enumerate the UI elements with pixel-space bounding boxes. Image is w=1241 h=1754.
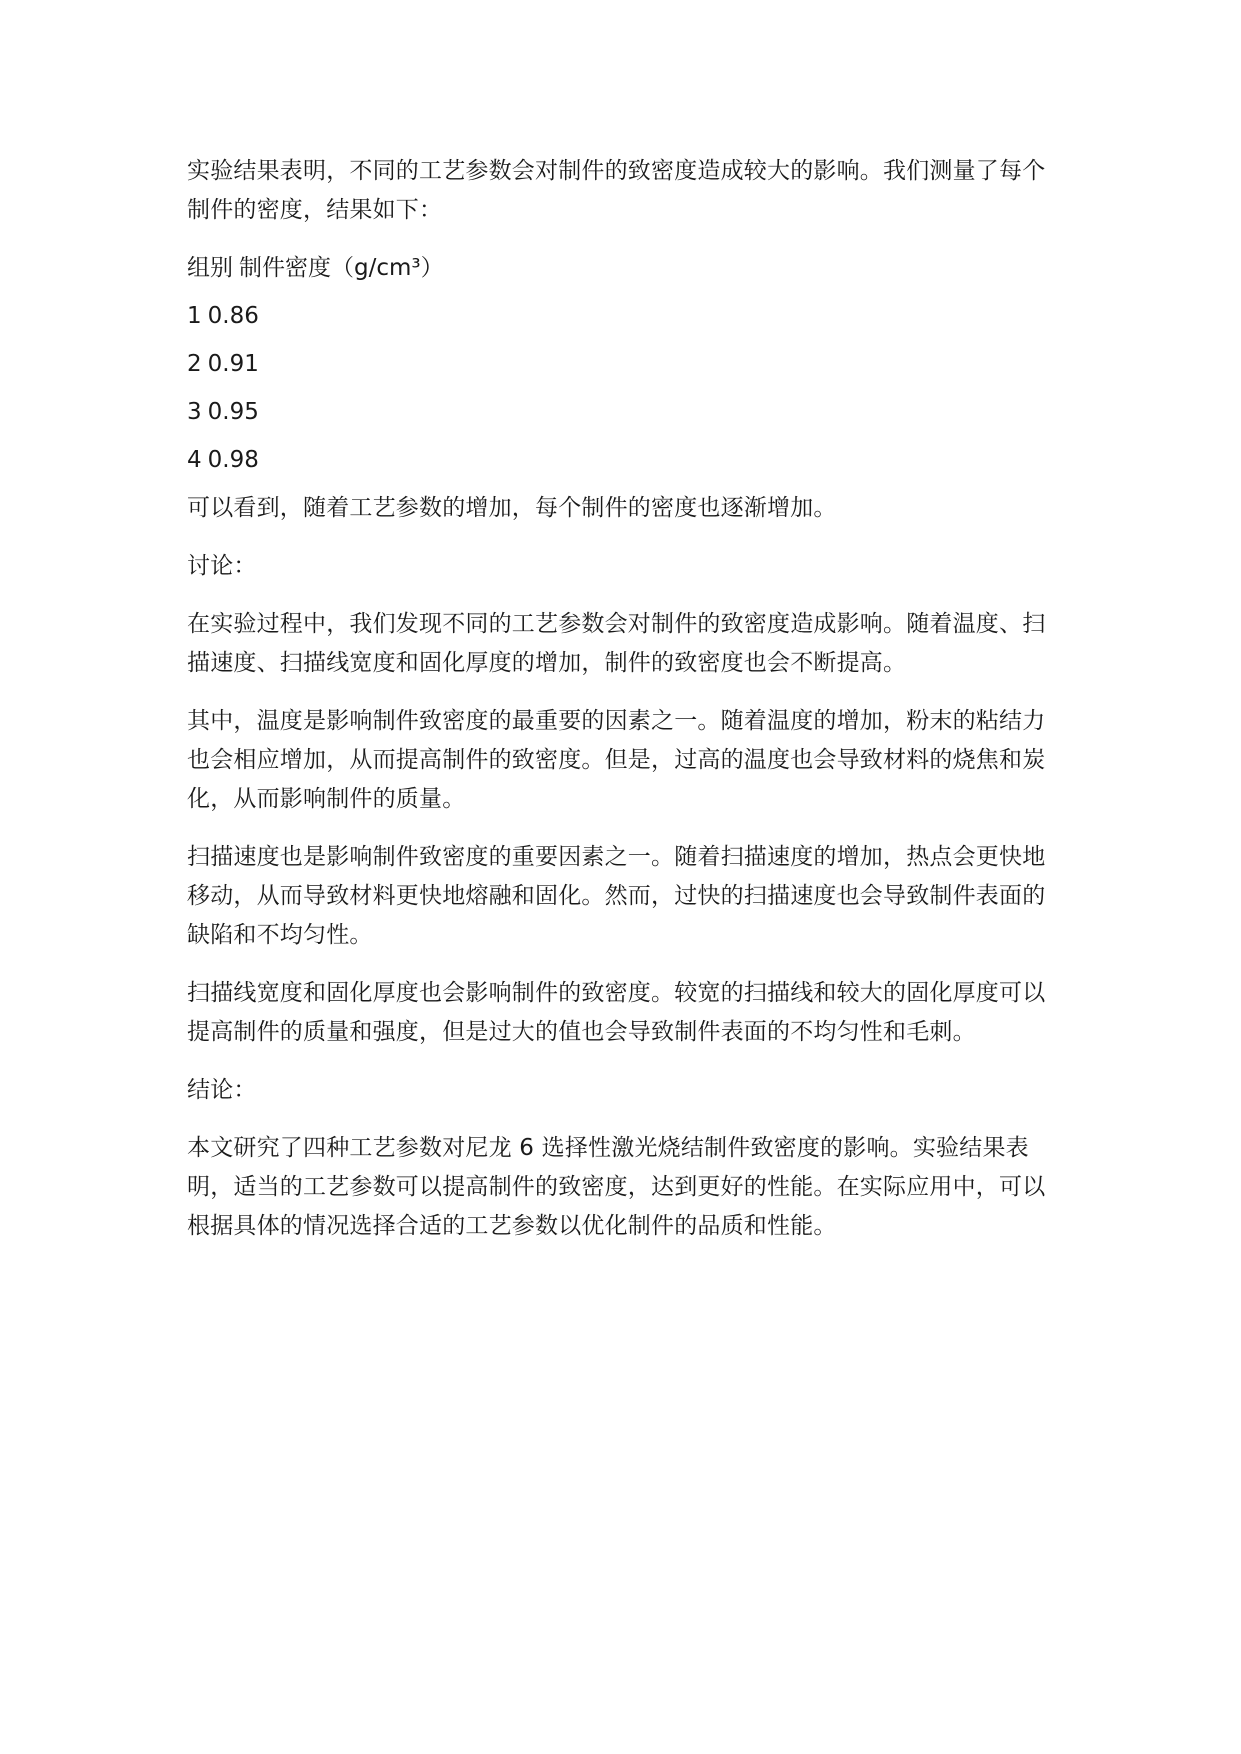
row-density: 0.95 — [207, 399, 259, 425]
conclusion-paragraph: 本文研究了四种工艺参数对尼龙 6 选择性激光烧结制件致密度的影响。实验结果表明，适当的工艺参数可以提高制件的致密度，达到更好的性能。在实际应用中，可以根据具体的情况选择合适的工艺参数以优化制件的品质和性能。 — [187, 1135, 1046, 1239]
table-header-group: 组别 — [187, 255, 233, 281]
discussion-heading: 讨论： — [187, 553, 257, 579]
document-body — [187, 152, 1067, 1246]
intro-paragraph: 实验结果表明，不同的工艺参数会对制件的致密度造成较大的影响。我们测量了每个制件的密度，结果如下： — [187, 158, 1046, 223]
discussion-paragraph: 扫描线宽度和固化厚度也会影响制件的致密度。较宽的扫描线和较大的固化厚度可以提高制件的质量和强度，但是过大的值也会导致制件表面的不均匀性和毛刺。 — [187, 980, 1046, 1045]
row-density: 0.91 — [207, 351, 259, 377]
row-group: 4 — [187, 447, 202, 473]
table-row — [187, 393, 1067, 432]
row-group: 3 — [187, 399, 202, 425]
observation-paragraph: 可以看到，随着工艺参数的增加，每个制件的密度也逐渐增加。 — [187, 495, 837, 521]
table-row — [187, 441, 1067, 480]
table-header-density: 制件密度（g/cm³） — [239, 255, 444, 281]
row-density: 0.98 — [207, 447, 259, 473]
conclusion-heading: 结论： — [187, 1077, 257, 1103]
table-row — [187, 297, 1067, 336]
row-density: 0.86 — [207, 303, 259, 329]
table-row — [187, 345, 1067, 384]
discussion-paragraph: 其中，温度是影响制件致密度的最重要的因素之一。随着温度的增加，粉末的粘结力也会相应增加，从而提高制件的致密度。但是，过高的温度也会导致材料的烧焦和炭化，从而影响制件的质量。 — [187, 708, 1046, 812]
discussion-paragraph: 扫描速度也是影响制件致密度的重要因素之一。随着扫描速度的增加，热点会更快地移动，从而导致材料更快地熔融和固化。然而，过快的扫描速度也会导致制件表面的缺陷和不均匀性。 — [187, 844, 1046, 948]
row-group: 1 — [187, 303, 202, 329]
row-group: 2 — [187, 351, 202, 377]
table-header-row — [187, 249, 1067, 288]
discussion-paragraph: 在实验过程中，我们发现不同的工艺参数会对制件的致密度造成影响。随着温度、扫描速度、扫描线宽度和固化厚度的增加，制件的致密度也会不断提高。 — [187, 611, 1046, 676]
